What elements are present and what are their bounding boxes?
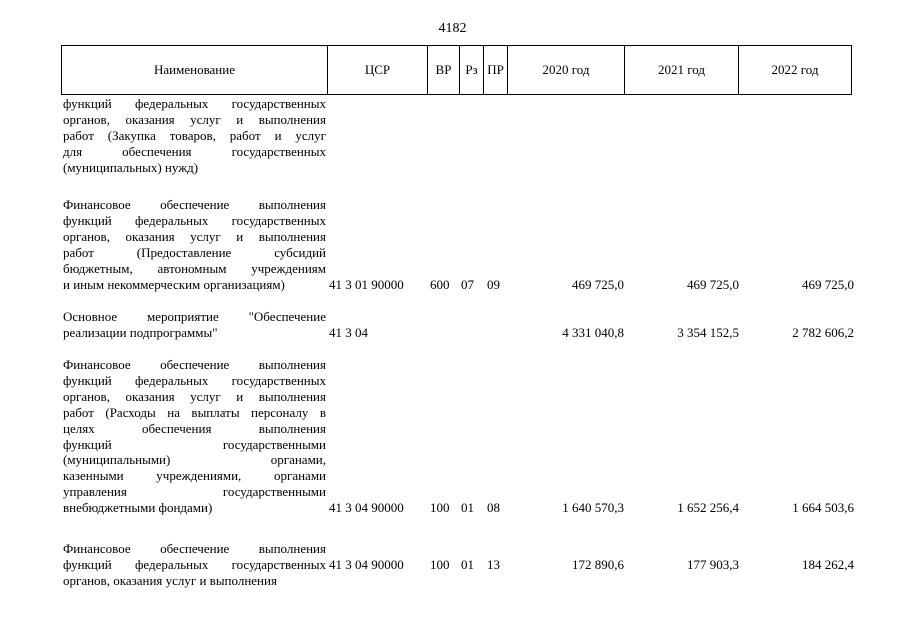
- cell-v2022: 2 782 606,2: [792, 324, 854, 340]
- row-name-line: органов, оказания услуг и выполнения: [63, 572, 277, 588]
- cell-v2020: 469 725,0: [572, 276, 624, 292]
- row-name-line: работ (Расходы на выплаты персоналу в: [63, 404, 326, 420]
- row-name-line: органов, оказания услуг и выполнения: [63, 228, 326, 244]
- cell-v2022: 184 262,4: [802, 556, 854, 572]
- cell-pr: 13: [487, 556, 500, 572]
- row-name-line: управления государственными: [63, 484, 326, 500]
- cell-v2021: 469 725,0: [687, 276, 739, 292]
- row-name-line: функций федеральных государственных: [63, 96, 326, 111]
- row-name: [63, 96, 326, 176]
- header-csr: ЦСР: [327, 46, 427, 94]
- row-name-line: для обеспечения государственных: [63, 143, 326, 159]
- header-rz: Рз: [459, 46, 483, 94]
- cell-csr: 41 3 04 90000: [329, 556, 404, 572]
- row-name-line: Финансовое обеспечение выполнения: [63, 541, 326, 556]
- row-name-line: (муниципальными) органами,: [63, 452, 326, 468]
- header-pr: ПР: [483, 46, 507, 94]
- row-name: [63, 541, 326, 589]
- cell-rz: 01: [461, 500, 474, 516]
- row-name-line: органов, оказания услуг и выполнения: [63, 388, 326, 404]
- cell-csr: 41 3 04: [329, 324, 368, 340]
- cell-csr: 41 3 01 90000: [329, 276, 404, 292]
- row-name-line: работ (Предоставление субсидий: [63, 244, 326, 260]
- row-name-line: Финансовое обеспечение выполнения: [63, 357, 326, 372]
- cell-v2022: 469 725,0: [802, 276, 854, 292]
- cell-v2020: 1 640 570,3: [562, 500, 624, 516]
- row-name-line: работ (Закупка товаров, работ и услуг: [63, 127, 326, 143]
- cell-v2021: 177 903,3: [687, 556, 739, 572]
- row-name-line: функций государственными: [63, 436, 326, 452]
- row-name-line: внебюджетными фондами): [63, 500, 213, 516]
- cell-v2021: 3 354 152,5: [677, 324, 739, 340]
- header-2021: 2021 год: [624, 46, 738, 94]
- row-name-line: Финансовое обеспечение выполнения: [63, 197, 326, 212]
- header-2020: 2020 год: [507, 46, 624, 94]
- row-name-line: функций федеральных государственных: [63, 556, 326, 572]
- cell-v2020: 172 890,6: [572, 556, 624, 572]
- row-name-line: функций федеральных государственных: [63, 372, 326, 388]
- cell-vr: 600: [430, 276, 450, 292]
- cell-pr: 09: [487, 276, 500, 292]
- row-name-line: (муниципальных) нужд): [63, 159, 199, 175]
- row-name-line: бюджетным, автономным учреждениям: [63, 260, 326, 276]
- row-name-line: и иным некоммерческим организациям): [63, 276, 285, 292]
- row-name-line: Основное мероприятие "Обеспечение: [63, 309, 326, 324]
- cell-rz: 07: [461, 276, 474, 292]
- cell-v2021: 1 652 256,4: [677, 500, 739, 516]
- header-vr: ВР: [427, 46, 459, 94]
- cell-rz: 01: [461, 556, 474, 572]
- row-name: [63, 197, 326, 292]
- cell-v2022: 1 664 503,6: [792, 500, 854, 516]
- row-name-line: целях обеспечения выполнения: [63, 420, 326, 436]
- row-name: [63, 357, 326, 516]
- table-header: [61, 45, 852, 95]
- header-name: Наименование: [154, 62, 235, 77]
- cell-csr: 41 3 04 90000: [329, 500, 404, 516]
- row-name-line: функций федеральных государственных: [63, 212, 326, 228]
- header-2022: 2022 год: [738, 46, 851, 94]
- cell-pr: 08: [487, 500, 500, 516]
- cell-vr: 100: [430, 556, 450, 572]
- row-name-line: органов, оказания услуг и выполнения: [63, 111, 326, 127]
- row-name: [63, 309, 326, 341]
- cell-v2020: 4 331 040,8: [562, 324, 624, 340]
- page-number: 4182: [438, 21, 467, 36]
- row-name-line: казенными учреждениями, органами: [63, 468, 326, 484]
- cell-vr: 100: [430, 500, 450, 516]
- row-name-line: реализации подпрограммы": [63, 324, 218, 340]
